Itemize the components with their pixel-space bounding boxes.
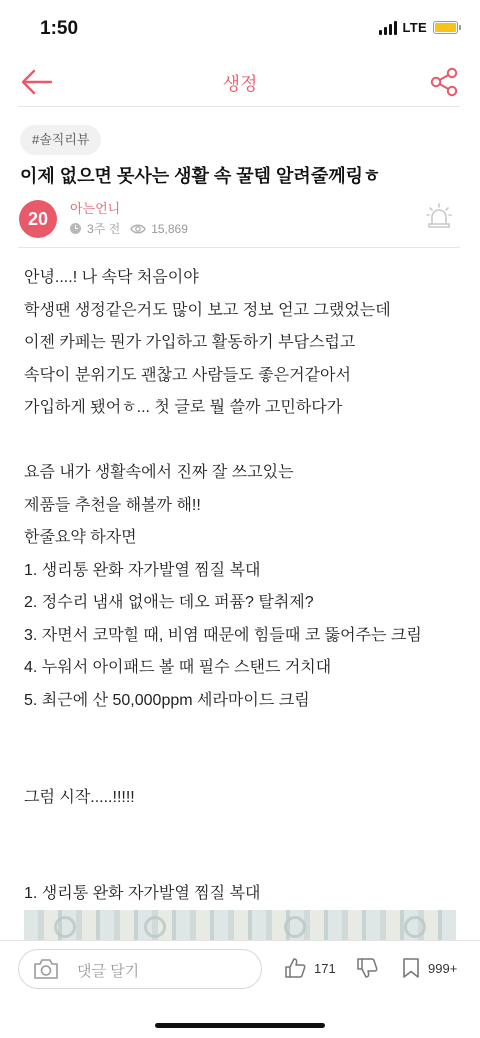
body-line: 3. 자면서 코막힐 때, 비염 때문에 힘들때 코 뚫어주는 크림 <box>24 626 422 644</box>
status-bar <box>0 0 480 58</box>
body-line: 속닥이 분위기도 괜찮고 사람들도 좋은거같아서 <box>24 366 351 384</box>
view-count: 15,869 <box>151 221 188 236</box>
author-name[interactable]: 아는언니 <box>70 201 121 216</box>
body-line: 요즘 내가 생활속에서 진짜 잘 쓰고있는 <box>24 464 294 481</box>
dislike-button[interactable] <box>356 957 378 979</box>
battery-icon <box>433 21 458 34</box>
share-button[interactable] <box>428 66 460 98</box>
like-button[interactable] <box>284 957 336 979</box>
body-line: 가입하게 됐어ㅎ... 첫 글로 뭘 쓸까 고민하다가 <box>24 399 343 416</box>
eye-icon <box>130 223 146 235</box>
time-ago: 3주 전 <box>87 222 121 236</box>
body-line: 그럼 시작.....!!!!! <box>24 789 135 806</box>
share-icon <box>428 66 460 98</box>
siren-icon <box>426 202 452 230</box>
post-title: 이제 없으면 못사는 생활 속 꿀템 알려줄께링ㅎ <box>20 166 381 186</box>
body-line: 제품들 추천을 해볼까 해!! <box>24 496 201 514</box>
body-line: 학생땐 생정같은거도 많이 보고 정보 얻고 그랬었는데 <box>24 301 391 319</box>
thumbs-down-icon <box>356 957 378 979</box>
network-label: LTE <box>402 20 427 35</box>
like-count: 171 <box>314 960 336 976</box>
body-line: 1. 생리통 완화 자가발열 찜질 복대 <box>24 561 261 579</box>
report-button[interactable] <box>426 202 452 230</box>
board-title: 생정 <box>222 74 258 94</box>
body-line: 4. 누워서 아이패드 볼 때 필수 스탠드 거치대 <box>24 659 332 676</box>
body-line <box>24 425 460 458</box>
bottom-bar <box>0 940 480 1038</box>
post-meta <box>70 220 188 237</box>
post-image[interactable] <box>24 910 456 940</box>
clock-icon <box>70 223 81 234</box>
bookmark-icon <box>402 957 420 979</box>
signal-icon <box>379 21 397 35</box>
body-line <box>24 750 460 783</box>
image-pattern <box>54 916 76 938</box>
post-body <box>24 262 460 815</box>
app-header <box>0 58 480 106</box>
body-line: 2. 정수리 냄새 없애는 데오 퍼퓸? 탈취제? <box>24 594 314 611</box>
image-pattern <box>284 916 306 938</box>
bookmark-button[interactable] <box>402 957 457 979</box>
image-pattern <box>144 916 166 938</box>
home-indicator[interactable] <box>155 1023 325 1028</box>
status-indicators <box>379 20 459 35</box>
thumbs-up-icon <box>284 957 306 979</box>
header-divider <box>18 106 460 107</box>
comment-input[interactable] <box>18 949 262 989</box>
image-pattern <box>404 916 426 938</box>
meta-divider <box>18 247 460 248</box>
body-line: 5. 최근에 산 50,000ppm 세라마이드 크림 <box>24 691 310 709</box>
comment-placeholder: 댓글 달기 <box>77 963 140 980</box>
section-heading: 1. 생리통 완화 자가발열 찜질 복대 <box>24 885 261 902</box>
body-line <box>24 717 460 750</box>
body-line: 안녕....! 나 속닥 처음이야 <box>24 269 199 286</box>
avatar[interactable]: 20 <box>19 200 57 238</box>
bookmark-count: 999+ <box>428 960 458 976</box>
camera-icon[interactable] <box>33 958 59 980</box>
status-time: 1:50 <box>40 18 79 39</box>
tag-chip[interactable]: #솔직리뷰 <box>20 125 101 155</box>
body-line: 한줄요약 하자면 <box>24 529 137 546</box>
body-line: 이젠 카페는 뭔가 가입하고 활동하기 부담스럽고 <box>24 334 356 351</box>
